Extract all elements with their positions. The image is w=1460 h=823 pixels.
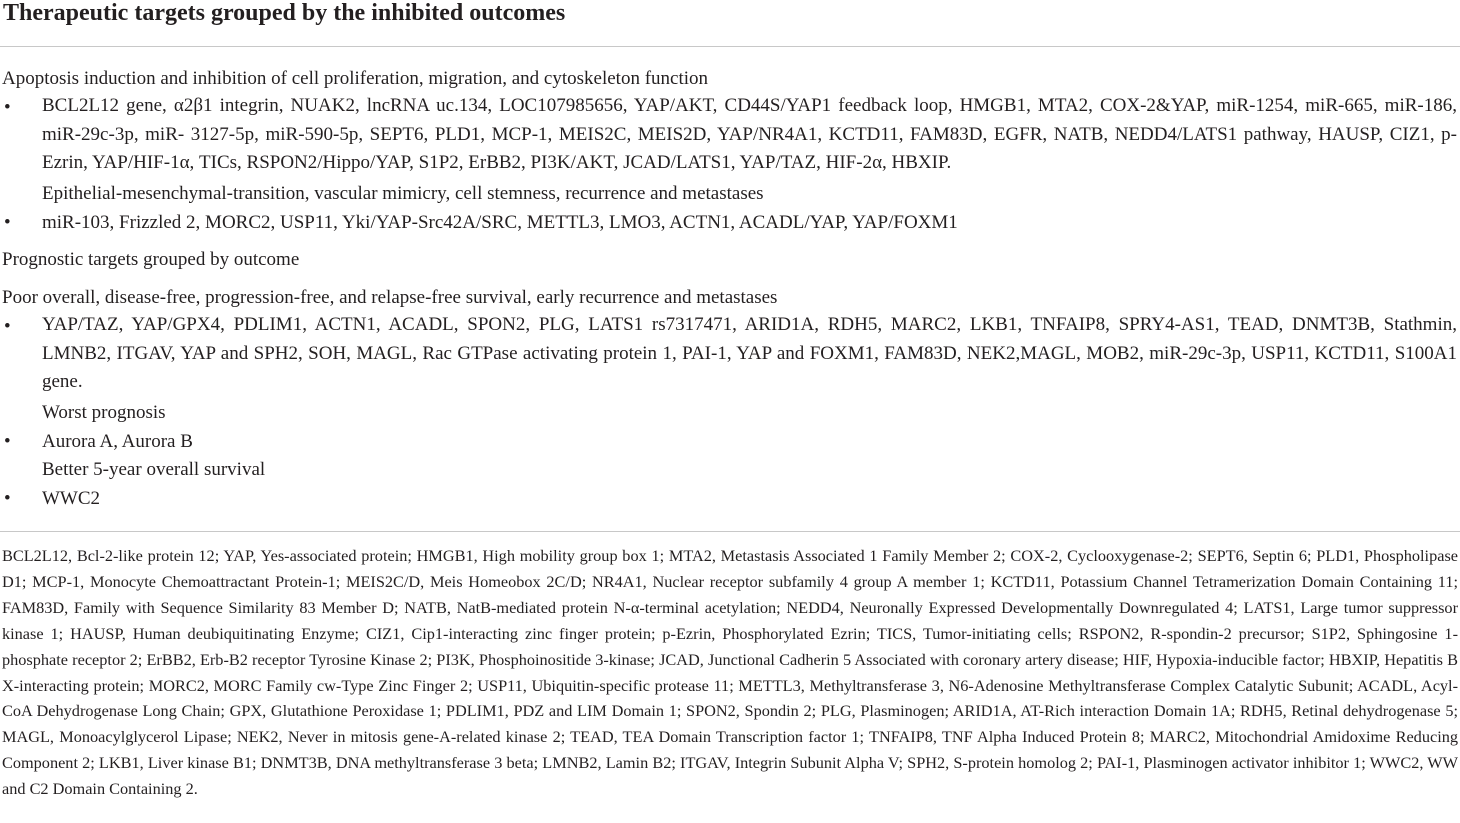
section-heading-prognostic: Prognostic targets grouped by outcome	[2, 249, 300, 270]
table-title: Therapeutic targets grouped by the inhibited outcomes	[3, 0, 566, 26]
bullet-marker: •	[4, 97, 11, 118]
section-heading-poor-survival: Poor overall, disease-free, progression-free, and relapse-free survival, early recurrence and metastases	[2, 287, 778, 308]
abbreviations-footnote: BCL2L12, Bcl-2-like protein 12; YAP, Yes-associated protein; HMGB1, High mobility group box 1; MTA2, Metastasis Associated 1 Family Member 2; COX-2, Cyclooxygenase-2; SEPT6, Septin 6; PLD1, Phospholipase D1; MCP-1, Monocyte Chemoattractant Protein-1; MEIS2C/D, Meis Homeobox 2C/D; NR4A1, Nuclear receptor subfamily 4 group A member 1; KCTD11, Potassium Channel Tetramerization Domain Containing 11; FAM83D, Family with Sequence Similarity 83 Member D; NATB, NatB-mediated protein N-α-terminal acetylation; NEDD4, Neuronally Expressed Developmentally Downregulated 4; LATS1, Large tumor suppressor kinase 1; HAUSP, Human deubiquitinating Enzyme; CIZ1, Cip1-interacting zinc finger protein; p-Ezrin, Phosphorylated Ezrin; TICS, Tumor-initiating cells; RSPON2, R-spondin-2 precursor; S1P2, Sphingosine 1-phosphate receptor 2; ErBB2, Erb-B2 receptor Tyrosine Kinase 2; PI3K, Phosphoinositide 3-kinase; JCAD, Junctional Cadherin 5 Associated with coronary artery disease; HIF, Hypoxia-inducible factor; HBXIP, Hepatitis B X-interacting protein; MORC2, MORC Family cw-Type Zinc Finger 2; USP11, Ubiquitin-specific protease 11; METTL3, Methyltransferase 3, N6-Adenosine Methyltransferase Complex Catalytic Subunit; ACADL, Acyl-CoA Dehydrogenase Long Chain; GPX, Glutathione Peroxidase 1; PDLIM1, PDZ and LIM Domain 1; SPON2, Spondin 2; PLG, Plasminogen; ARID1A, AT-Rich interaction Domain 1A; RDH5, Retinal dehydrogenase 5; MAGL, Monoacylglycerol Lipase; NEK2, Never in mitosis gene-A-related kinase 2; TEAD, TEA Domain Transcription factor 1; TNFAIP8, TNF Alpha Induced Protein 8; MARC2, Mitochondrial Amidoxime Reducing Component 2; LKB1, Liver kinase B1; DNMT3B, DNA methyltransferase 3 beta; LMNB2, Lamin B2; ITGAV, Integrin Subunit Alpha V; SPH2, S-protein homolog 2; PAI-1, Plasminogen activator inhibitor 1; WWC2, WW and C2 Domain Containing 2.	[2, 546, 1458, 799]
subheading-worst-prognosis: Worst prognosis	[42, 402, 166, 423]
list-item-therapeutic-targets: BCL2L12 gene, α2β1 integrin, NUAK2, lncRNA uc.134, LOC107985656, YAP/AKT, CD44S/YAP1 feedback loop, HMGB1, MTA2, COX-2&YAP, miR-1254, miR-665, miR-186, miR-29c-3p, miR- 3127-5p, miR-590-5p, SEPT6, PLD1, MCP-1, MEIS2C, MEIS2D, YAP/NR4A1, KCTD11, FAM83D, EGFR, NATB, NEDD4/LATS1 pathway, HAUSP, CIZ1, p-Ezrin, YAP/HIF-1α, TICs, RSPON2/Hippo/YAP, S1P2, ErBB2, PI3K/AKT, JCAD/LATS1, YAP/TAZ, HIF-2α, HBXIP.	[42, 95, 1457, 173]
bullet-marker: •	[4, 212, 11, 233]
top-rule	[0, 46, 1460, 47]
subheading-emt: Epithelial-mesenchymal-transition, vascular mimicry, cell stemness, recurrence and metastases	[42, 183, 764, 204]
bullet-marker: •	[4, 431, 11, 452]
bullet-marker: •	[4, 488, 11, 509]
list-item-emt-targets: miR-103, Frizzled 2, MORC2, USP11, Yki/YAP-Src42A/SRC, METTL3, LMO3, ACTN1, ACADL/YAP, YAP/FOXM1	[42, 212, 958, 233]
list-item-better-survival-targets: WWC2	[42, 488, 101, 509]
subheading-better-survival: Better 5-year overall survival	[42, 459, 266, 480]
bottom-rule	[0, 531, 1460, 532]
bullet-marker: •	[4, 316, 11, 337]
list-item-poor-survival-targets: YAP/TAZ, YAP/GPX4, PDLIM1, ACTN1, ACADL, SPON2, PLG, LATS1 rs7317471, ARID1A, RDH5, MARC2, LKB1, TNFAIP8, SPRY4-AS1, TEAD, DNMT3B, Stathmin, LMNB2, ITGAV, YAP and SPH2, SOH, MAGL, Rac GTPase activating protein 1, PAI-1, YAP and FOXM1, FAM83D, NEK2,MAGL, MOB2, miR-29c-3p, USP11, KCTD11, S100A1 gene.	[42, 314, 1457, 392]
section-heading-apoptosis: Apoptosis induction and inhibition of cell proliferation, migration, and cytoskeleton function	[2, 68, 709, 89]
list-item-worst-prognosis-targets: Aurora A, Aurora B	[42, 431, 193, 452]
